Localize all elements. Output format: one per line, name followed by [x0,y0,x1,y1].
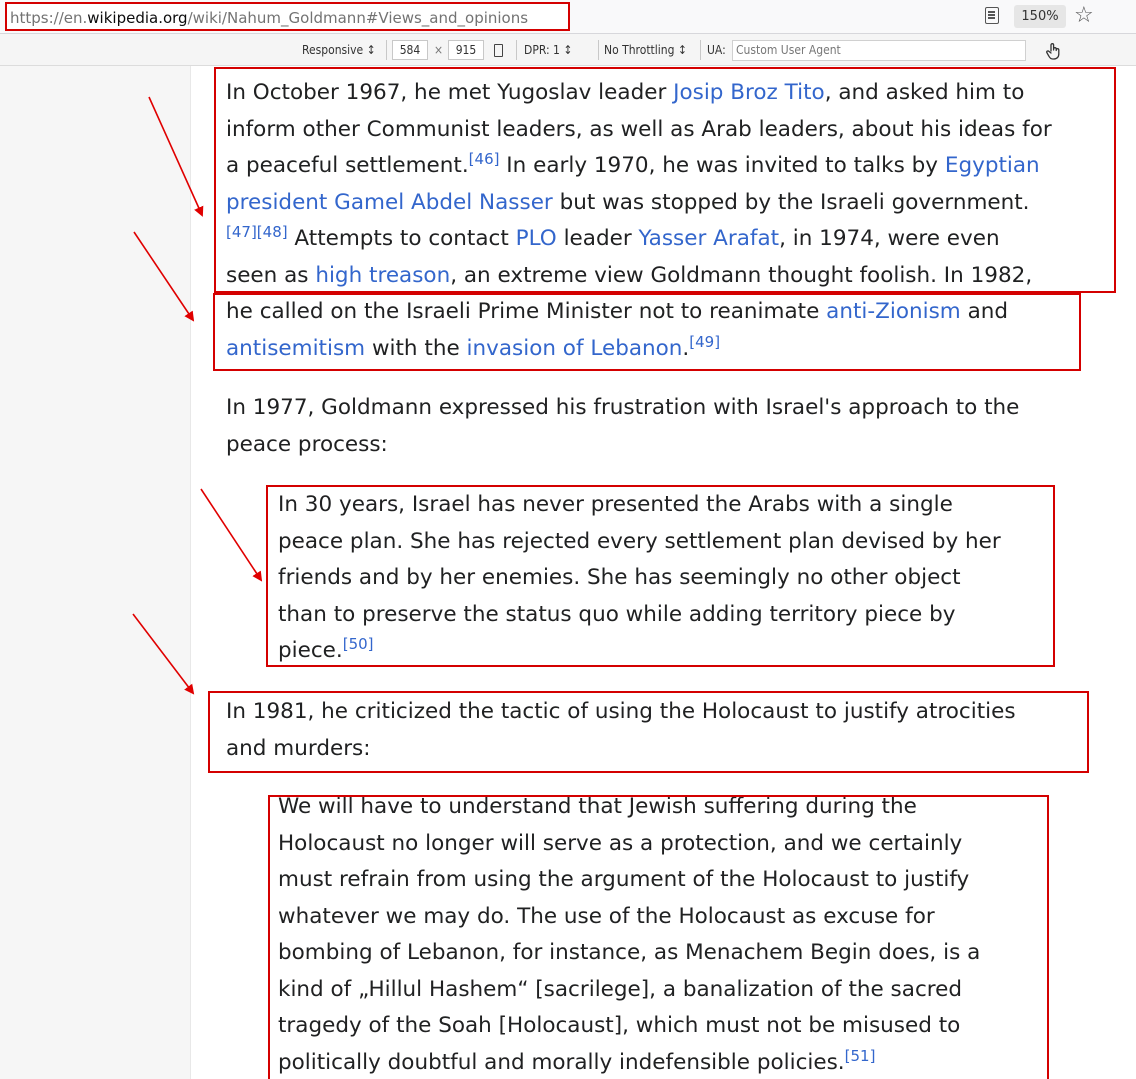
bookmark-star-icon[interactable]: ☆ [1074,3,1094,28]
paragraph-1981: In 1981, he criticized the tactic of using the Holocaust to justify atrocities and murders: [226,699,1016,761]
citation-48[interactable]: [48] [256,223,288,241]
link-gamel-abdel-nasser[interactable]: president Gamel Abdel Nasser [226,189,553,215]
blockquote-holocaust: We will have to understand that Jewish suffering during the Holocaust no longer will serve as a protection, and we certainly must refrain from using the argument of the Holocaust to justify whatever we may do. The use of the Holocaust as excuse for bombing of Lebanon, for instance, as Menachem Begin does, is a kind of „Hillul Hashem“ [sacrilege], a banalization of the sacred tragedy of the Soah [Holocaust], which must not be misused to politically doubtful and morally indefensible policies.[51] [278,794,981,1075]
ua-label: UA: [707,43,726,57]
annotation-arrow-1 [149,97,202,215]
user-agent-input[interactable]: Custom User Agent [732,40,1026,61]
blockquote-30-years: In 30 years, Israel has never presented the Arabs with a single peace plan. She has rejected every settlement plan devised by her friends and by her enemies. She has seemingly no other object than to preserve the status quo while adding territory piece by piece.[50] [278,492,1001,663]
viewport-height-input[interactable]: 915 [448,40,484,60]
annotation-arrow-3 [201,489,261,580]
paragraph-1977: In 1977, Goldmann expressed his frustration with Israel's approach to the peace process: [226,395,1020,457]
throttling-selector[interactable]: No Throttling ↕ [604,43,687,57]
citation-46[interactable]: [46] [468,150,500,168]
url-text: https://en.wikipedia.org/wiki/Nahum_Goldmann#Views_and_opinions [10,9,529,27]
annotation-arrow-4 [133,614,193,693]
link-anti-zionism[interactable]: anti-Zionism [826,299,961,324]
link-invasion-of-lebanon[interactable]: invasion of Lebanon [466,335,683,361]
citation-51[interactable]: [51] [844,1046,876,1065]
link-plo[interactable]: PLO [515,226,557,251]
citation-49[interactable]: [49] [689,332,721,351]
citation-47[interactable]: [47] [226,223,257,241]
annotation-arrow-2 [134,232,193,320]
link-antisemitism[interactable]: antisemitism [226,335,366,361]
dimension-separator: × [434,43,444,57]
link-josip-broz-tito[interactable]: Josip Broz Tito [673,80,825,105]
paragraph-tito-nasser: In October 1967, he met Yugoslav leader Josip Broz Tito, and asked him to inform other Communist leaders, as well as Arab leaders, about his ideas for a peaceful settlement.[46] In early 1970, he was invited to talks by Egyptian president Gamel Abdel Nasser but was stopped by the Israeli government. [47][48] Attempts to contact PLO leader Yasser Arafat, in 1974, were even seen as high treason, an extreme view Goldmann thought foolish. In 1982, he called on the Israeli Prime Minister not to reanimate anti-Zionism and antisemitism with the invasion of Lebanon.[49] [226,80,1052,361]
dpr-selector[interactable]: DPR: 1 ↕ [524,43,573,57]
device-selector[interactable]: Responsive ↕ [302,43,376,57]
citation-50[interactable]: [50] [342,635,374,653]
link-yasser-arafat[interactable]: Yasser Arafat [638,226,780,251]
link-egyptian-president[interactable]: Egyptian [944,153,1040,178]
link-high-treason[interactable]: high treason [315,262,451,288]
viewport-width-input[interactable]: 584 [392,40,428,60]
zoom-indicator[interactable]: 150% [1014,5,1066,28]
